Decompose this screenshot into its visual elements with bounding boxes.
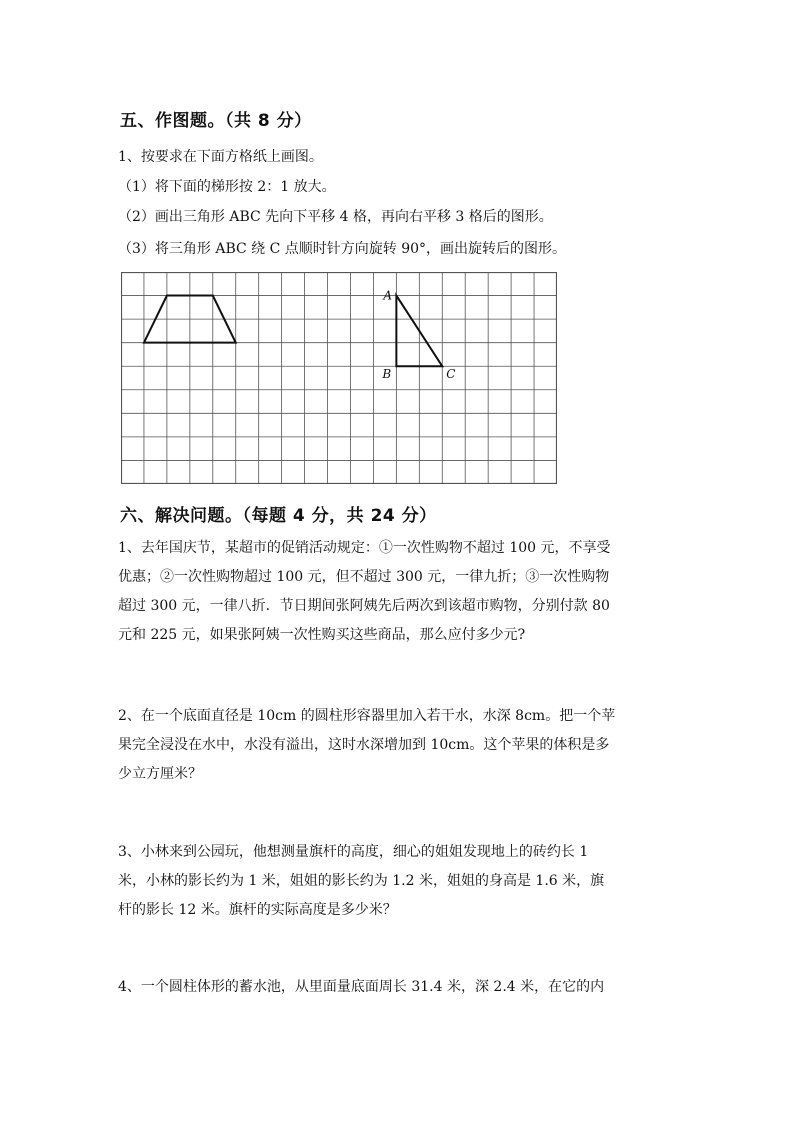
problem-3 [118,838,678,925]
question-1-intro: 1、按要求在下面方格纸上画图。 [118,149,323,165]
problem-2-line: 2、在一个底面直径是 10cm 的圆柱形容器里加入若干水，水深 8cm。把一个苹 [118,708,616,724]
problem-3-line: 米，小林的影长约为 1 米，姐姐的影长约为 1.2 米，姐姐的身高是 1.6 米，旗 [118,873,605,889]
problem-2-line: 少立方厘米？ [118,766,202,782]
problem-4-line: 4、一个圆柱体形的蓄水池，从里面量底面周长 31.4 米，深 2.4 米，在它的内 [118,979,605,995]
vertex-label-a: A [383,288,393,303]
question-1-part-1: （1）将下面的梯形按 2：1 放大。 [118,179,336,195]
problem-1-line: 超过 300 元，一律八折．节日期间张阿姨先后两次到该超市购物，分别付款 80 [118,598,610,614]
question-1-part-3: （3）将三角形 ABC 绕 C 点顺时针方向旋转 90°，画出旋转后的图形。 [118,241,567,257]
problem-4 [118,973,678,1002]
vertex-label-b: B [382,367,392,382]
section-5-title: 五、作图题。（共 8 分） [120,111,312,131]
problem-1-line: 优惠；②一次性购物超过 100 元，但不超过 300 元，一律九折；③一次性购物 [118,569,610,585]
graph-paper-grid [121,272,557,484]
section-6-title: 六、解决问题。（每题 4 分，共 24 分） [120,506,437,526]
problem-2-line: 果完全浸没在水中，水没有溢出，这时水深增加到 10cm。这个苹果的体积是多 [118,737,610,753]
question-1-part-2: （2）画出三角形 ABC 先向下平移 4 格，再向右平移 3 格后的图形。 [118,209,553,225]
problem-3-line: 3、小林来到公园玩，他想测量旗杆的高度，细心的姐姐发现地上的砖约长 1 [118,844,589,860]
problem-2 [118,702,678,789]
grid-lines [121,272,557,484]
problem-1 [118,534,678,650]
problem-1-line: 1、去年国庆节，某超市的促销活动规定：①一次性购物不超过 100 元，不享受 [118,540,611,556]
vertex-label-c: C [446,367,456,382]
problem-3-line: 杆的影长 12 米。旗杆的实际高度是多少米？ [118,902,397,918]
problem-1-line: 元和 225 元，如果张阿姨一次性购买这些商品，那么应付多少元? [118,627,526,643]
